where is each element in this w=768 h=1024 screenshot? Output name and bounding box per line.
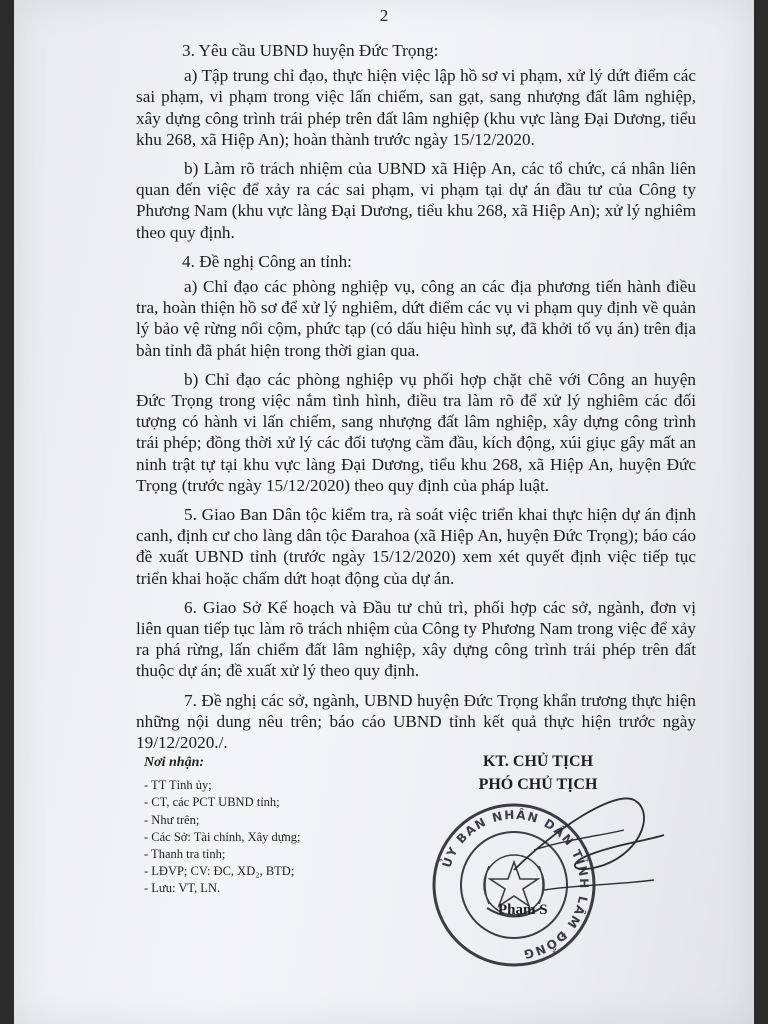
signer-position-1: KT. CHỦ TỊCH — [482, 753, 594, 770]
body-paragraph: 5. Giao Ban Dân tộc kiểm tra, rà soát việc triển khai thực hiện dự án định canh, định cư cho làng dân tộc Đarahoa (xã Hiệp An, huyện Đức Trọng); báo cáo đề xuất UBND tỉnh (trước ngày 15/12/2020) xem xét quyết định việc tiếp tục triển khai hoặc chấm dứt hoạt động của dự án. — [136, 505, 696, 588]
document-page — [14, 0, 754, 1024]
body-paragraph: 6. Giao Sở Kế hoạch và Đầu tư chủ trì, phối hợp các sở, ngành, đơn vị liên quan tiếp tục làm rõ trách nhiệm của Công ty Phương Nam trong việc để xảy ra phá rừng, lấn chiếm đất lâm nghiệp, xây dựng công trình trái phép trên đất thuộc dự án; đề xuất xử lý theo quy định. — [136, 597, 696, 681]
recipient-item: - Các Sở: Tài chính, Xây dựng; — [144, 829, 301, 844]
recipient-item: - Thanh tra tỉnh; — [144, 847, 226, 862]
document-body — [136, 40, 696, 761]
signer-position-2: PHÓ CHỦ TỊCH — [478, 776, 598, 793]
recipient-item: - Như trên; — [144, 812, 200, 827]
body-paragraph: 7. Đề nghị các sở, ngành, UBND huyện Đức Trọng khẩn trương thực hiện những nội dung nêu trên; báo cáo UBND tỉnh kết quả thực hiện trước ngày 19/12/2020./. — [136, 690, 696, 753]
page-number: 2 — [379, 6, 389, 25]
section-heading: 4. Đề nghị Công an tỉnh: — [182, 251, 352, 271]
recipients-block — [144, 754, 414, 898]
body-paragraph: a) Chỉ đạo các phòng nghiệp vụ, công an các địa phương tiến hành điều tra, hoàn thiện hồ sơ để xử lý nghiêm, dứt điểm các vụ vi phạm quy định về quản lý bảo vệ rừng nổi cộm, phức tạp (có dấu hiệu hình sự, đã khởi tố vụ án) trên địa bàn tỉnh đã phát hiện trong thời gian qua. — [136, 277, 696, 360]
svg-text:ỦY BAN NHÂN DÂN TỈNH LÂM ĐỒNG: ỦY BAN NHÂN DÂN TỈNH LÂM ĐỒNG — [439, 807, 592, 962]
recipient-item: - CT, các PCT UBND tỉnh; — [144, 795, 280, 810]
signature-icon — [474, 770, 674, 910]
body-paragraph: a) Tập trung chỉ đạo, thực hiện việc lập hồ sơ vi phạm, xử lý dứt điểm các sai phạm, vi phạm trong việc lấn chiếm, san gạt, sang nhượng đất lâm nghiệp, xây dựng công trình trái phép trên đất lâm nghiệp (khu vực làng Đại Dương, tiểu khu 268, xã Hiệp An); hoàn thành trước ngày 15/12/2020. — [136, 66, 696, 149]
body-paragraph: b) Chỉ đạo các phòng nghiệp vụ phối hợp chặt chẽ với Công an huyện Đức Trọng trong việc nắm tình hình, điều tra làm rõ để xử lý nghiêm các đối tượng có hành vi lấn chiếm, sang nhượng đất lâm nghiệp, xây dựng công trình trái phép; đồng thời xử lý các đối tượng cầm đầu, kích động, xúi giục gây mất an ninh trật tự tại khu vực làng Đại Dương, tiểu khu 268, xã Hiệp An, huyện Đức Trọng (trước ngày 15/12/2020) theo quy định của pháp luật. — [136, 369, 696, 495]
recipient-item: - Lưu: VT, LN. — [144, 881, 221, 896]
signer-name: Phạm S — [498, 902, 548, 918]
recipients-list — [144, 777, 414, 897]
recipient-item: - LĐVP; CV: ĐC, XD₂, BTD; — [144, 864, 295, 879]
recipients-title: Nơi nhận: — [144, 755, 205, 770]
body-paragraph: b) Làm rõ trách nhiệm của UBND xã Hiệp An, các tổ chức, cá nhân liên quan đến việc để xảy ra các sai phạm, vi phạm tại dự án đầu tư của Công ty Phương Nam (khu vực làng Đại Dương, tiểu khu 268, xã Hiệp An); xử lý nghiêm theo quy định. — [136, 159, 697, 242]
section-heading: 3. Yêu cầu UBND huyện Đức Trọng: — [182, 41, 439, 60]
recipient-item: - TT Tỉnh ủy; — [144, 778, 212, 793]
